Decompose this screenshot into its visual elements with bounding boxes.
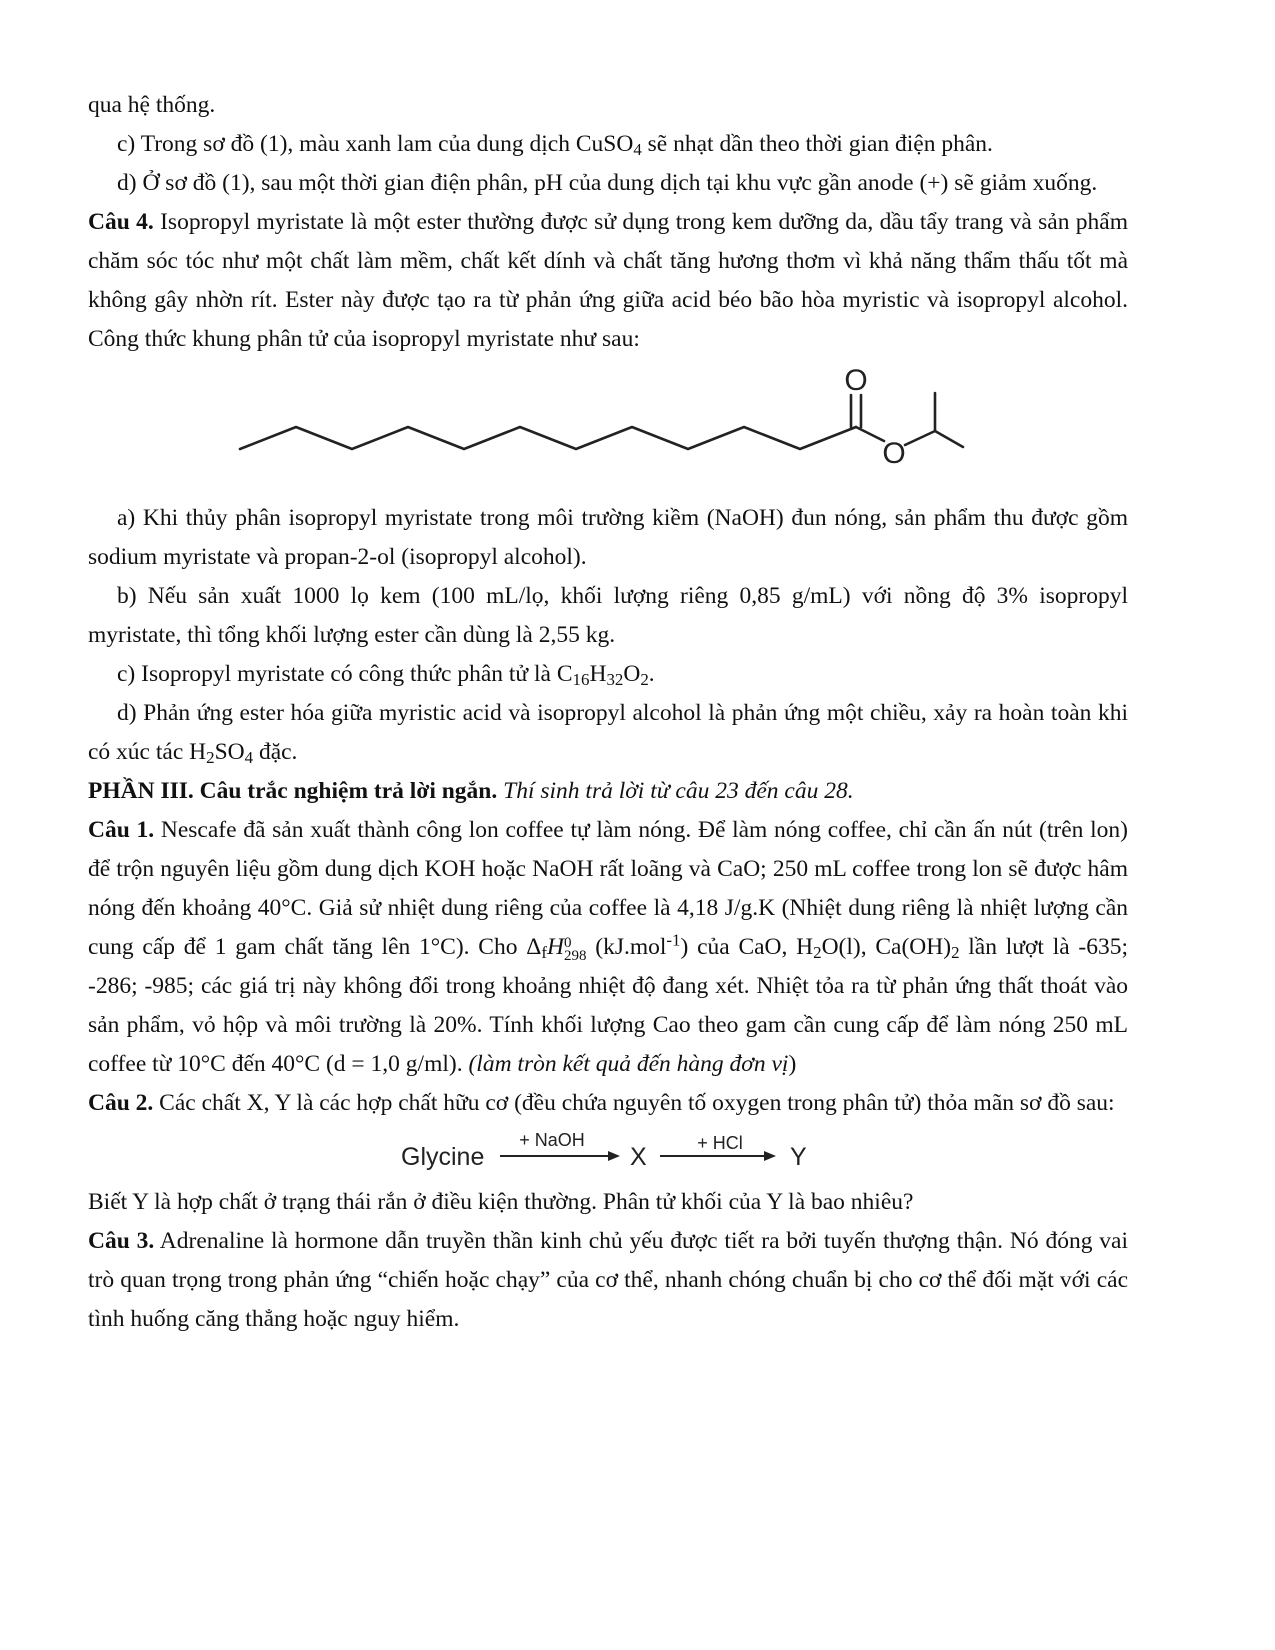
statement-4d: d) Phản ứng ester hóa giữa myristic acid và isopropyl alcohol là phản ứng một chiều, xảy ra hoàn toàn khi có xúc tác $H_2SO_4$ đặc. — [88, 700, 1128, 768]
scheme-y: Y — [790, 1143, 807, 1171]
statement-4b: b) Nếu sản xuất 1000 lọ kem (100 mL/lọ, khối lượng riêng 0,85 g/mL) với nồng độ 3% isopropyl myristate, thì tổng khối lượng ester cần dùng là 2,55 kg. — [88, 583, 1128, 648]
part-3-heading: PHẦN III. Câu trắc nghiệm trả lời ngắn. Thí sinh trả lời từ câu 23 đến câu 28. — [88, 778, 854, 804]
reaction-scheme — [88, 1127, 1128, 1175]
statement-4c: c) Isopropyl myristate có công thức phân tử là $C_{16}H_{32}O_2$. — [117, 661, 655, 690]
scheme-reagent-hcl: + HCl — [697, 1133, 743, 1153]
isopropyl-myristate-structure — [88, 361, 1128, 493]
carbon-chain — [240, 427, 856, 449]
question-2: Câu 2. Các chất X, Y là các hợp chất hữu cơ (đều chứa nguyên tố oxygen trong phân tử) thỏa mãn sơ đồ sau: — [88, 1090, 1115, 1116]
enthalpy-symbol: $\Delta_fH$ 0 298 — [526, 934, 587, 964]
scheme-reagent-naoh: + NaOH — [519, 1130, 585, 1150]
arrowhead-1 — [608, 1151, 620, 1161]
scheme-glycine: Glycine — [401, 1143, 485, 1171]
question-2-prompt: Biết Y là hợp chất ở trạng thái rắn ở điều kiện thường. Phân tử khối của Y là bao nhiêu? — [88, 1189, 914, 1215]
document-page — [88, 86, 1128, 1339]
statement-4a: a) Khi thủy phân isopropyl myristate trong môi trường kiềm (NaOH) đun nóng, sản phẩm thu được gồm sodium myristate và propan-2-ol (isopropyl alcohol). — [88, 505, 1128, 570]
question-1-label: Câu 1. — [88, 817, 155, 843]
question-3-label: Câu 3. — [88, 1228, 155, 1254]
statement-d-electrolysis: d) Ở sơ đồ (1), sau một thời gian điện phân, pH của dung dịch tại khu vực gần anode (+) sẽ giảm xuống. — [117, 170, 1098, 196]
question-4-label: Câu 4. — [88, 209, 154, 235]
carbonyl-oxygen: O — [844, 364, 868, 397]
ester-bond-co — [856, 427, 884, 441]
continuation-line: qua hệ thống. — [88, 92, 216, 118]
question-3: Câu 3. Adrenaline là hormone dẫn truyền thần kinh chủ yếu được tiết ra bởi tuyến thượng thận. Nó đóng vai trò quan trọng trong phản ứng “chiến hoặc chạy” của cơ thể, nhanh chóng chuẩn bị cho cơ thể đối mặt với các tình huống căng thẳng hoặc nguy hiểm. — [88, 1228, 1128, 1332]
arrowhead-2 — [764, 1151, 776, 1161]
skeletal-formula-figure — [236, 361, 976, 493]
scheme-x: X — [630, 1143, 647, 1171]
question-1: Câu 1. Nescafe đã sản xuất thành công lon coffee tự làm nóng. Để làm nóng coffee, chỉ cần ấn nút (trên lon) để trộn nguyên liệu gồm dung dịch KOH hoặc NaOH rất loãng và CaO; 250 mL coffee trong lon sẽ được hâm nóng đến khoảng 40°C. Giả sử nhiệt dung riêng của coffee là 4,18 J/g.K (Nhiệt dung riêng là nhiệt lượng cần cung cấp để 1 gam chất tăng lên 1°C). Cho $\Delta_fH$ 0 298 (kJ.mol$^{-1}$) của CaO, $H_2O(l)$, $Ca(OH)_2$ lần lượt là -635; -286; -985; các giá trị này không đổi trong khoảng nhiệt độ đang xét. Nhiệt tỏa ra từ phản ứng thất thoát vào sản phẩm, vỏ hộp và môi trường là 20%. Tính khối lượng Cao theo gam cần cung cấp để làm nóng 250 mL coffee từ 10°C đến 40°C (d = 1,0 g/ml). (làm tròn kết quả đến hàng đơn vị) — [88, 817, 1129, 1077]
reaction-scheme-figure — [398, 1127, 818, 1175]
ester-bond-oc — [905, 431, 935, 445]
ester-oxygen: O — [882, 437, 906, 470]
statement-c-electrolysis: c) Trong sơ đồ (1), màu xanh lam của dung dịch CuSO$_4$ sẽ nhạt dần theo thời gian điện phân. — [117, 131, 993, 160]
question-4: Câu 4. Isopropyl myristate là một ester thường được sử dụng trong kem dưỡng da, dầu tẩy trang và sản phẩm chăm sóc tóc như một chất làm mềm, chất kết dính và chất tăng hương thơm vì khả năng thẩm thấu tốt mà không gây nhờn rít. Ester này được tạo ra từ phản ứng giữa acid béo bão hòa myristic và isopropyl alcohol. Công thức khung phân tử của isopropyl myristate như sau: — [88, 209, 1128, 352]
isopropyl-methyl-1 — [935, 431, 963, 447]
question-2-label: Câu 2. — [88, 1090, 154, 1116]
